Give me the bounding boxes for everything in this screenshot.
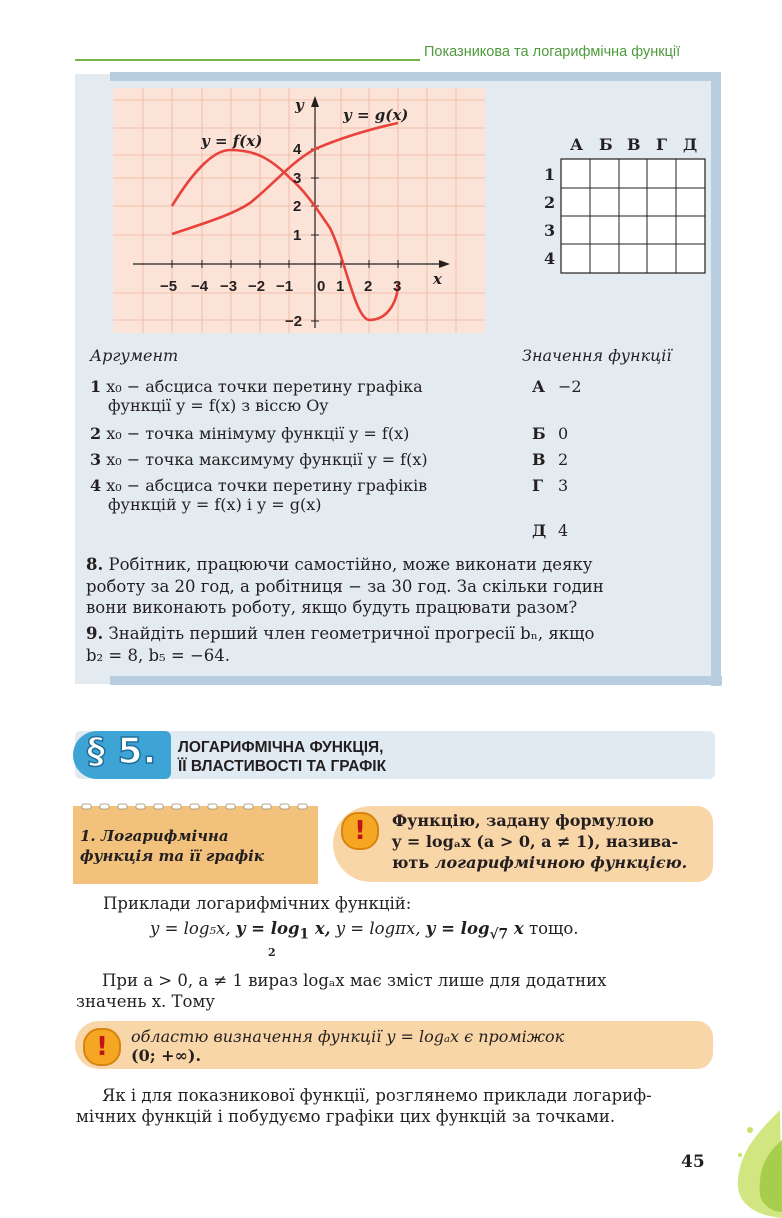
grid-col-label: А — [570, 135, 584, 154]
value-heading: Значення функції — [522, 346, 672, 365]
section-number: § 5. — [87, 731, 157, 772]
g-label: y = g(x) — [343, 106, 409, 124]
x-tick-label: −2 — [248, 278, 266, 295]
y-tick-label: 4 — [293, 141, 302, 158]
function-graph — [105, 88, 485, 333]
page-number: 45 — [681, 1152, 705, 1172]
argument-item: 1 x₀ − абсциса точки перетину графіка функції y = f(x) з віссю Oy — [90, 377, 423, 415]
section-title: ЛОГАРИФМІЧНА ФУНКЦІЯ, ЇЇ ВЛАСТИВОСТІ ТА ГРАФІК — [178, 739, 387, 775]
box-top-band — [110, 72, 720, 81]
paragraph: При a > 0, a ≠ 1 вираз logₐx має зміст лише для додатних значень x. Тому — [76, 971, 607, 1011]
fraction-denominator: 2 — [268, 946, 276, 959]
box-bottom-band — [110, 676, 722, 685]
grid-col-label: Д — [683, 135, 698, 154]
y-tick-label: 1 — [293, 227, 302, 244]
x-tick-label: 2 — [364, 278, 373, 295]
x-tick-label: −4 — [191, 278, 209, 295]
y-tick-label: 2 — [293, 198, 302, 215]
answer-option: Б 0 — [532, 424, 569, 443]
grid-row-label: 1 — [544, 165, 556, 184]
x-tick-label: −5 — [160, 278, 178, 295]
exclamation-icon: ! — [83, 1028, 121, 1066]
argument-item: 2 x₀ − точка мінімуму функції y = f(x) — [90, 424, 410, 443]
box-right-band — [711, 72, 721, 686]
running-header: Показникова та логарифмічна функції — [424, 44, 681, 60]
exclamation-icon: ! — [341, 812, 379, 850]
header-rule — [75, 59, 420, 61]
subsection-title: 1. Логарифмічна функція та її графік — [80, 827, 264, 865]
x-axis-label: x — [433, 270, 442, 288]
answer-option: А −2 — [532, 377, 582, 396]
x-tick-label: 1 — [336, 278, 345, 295]
x-tick-label: 0 — [317, 278, 326, 295]
grid-row-label: 3 — [544, 221, 556, 240]
domain-text: областю визначення функції y = logₐx є проміжок (0; +∞). — [131, 1027, 565, 1065]
definition-text: Функцію, задану формулою y = logₐx (a > 0, a ≠ 1), назива- ють логарифмічною функцією. — [392, 811, 688, 872]
task-9: 9. Знайдіть перший член геометричної прогресії bₙ, якщо b₂ = 8, b₅ = −64. — [86, 624, 595, 665]
y-tick-label: 3 — [293, 170, 302, 187]
examples-formula: y = log₅x, $y = \log_1 x$, y = logπx, $y = \log_{√7} x$ тощо. — [150, 919, 579, 943]
x-tick-label: −3 — [220, 278, 238, 295]
grid-row-label: 2 — [544, 193, 556, 212]
argument-heading: Аргумент — [90, 346, 179, 365]
argument-item: 3 x₀ − точка максимуму функції y = f(x) — [90, 450, 428, 469]
y-axis-label: y — [295, 96, 304, 114]
note-spiral — [78, 803, 313, 811]
f-label: y = f(x) — [201, 132, 263, 150]
argument-item: 4 x₀ − абсциса точки перетину графіків функцій y = f(x) і y = g(x) — [90, 476, 428, 514]
leaf-decoration-icon — [720, 1100, 782, 1218]
grid-col-label: Г — [656, 135, 668, 154]
x-tick-label: −1 — [276, 278, 294, 295]
task-8: 8. Робітник, працюючи самостійно, може виконати деяку роботу за 20 год, а робітниця − за 30 год. За скільки годин вони виконають роботу, якщо будуть працювати разом? — [86, 555, 604, 617]
answer-grid — [540, 130, 710, 275]
answer-option: Д 4 — [532, 521, 569, 540]
grid-row-label: 4 — [544, 249, 556, 268]
x-tick-label: 3 — [393, 278, 402, 295]
answer-option: Г 3 — [532, 476, 569, 495]
y-tick-label: −2 — [285, 313, 303, 330]
examples-intro: Приклади логарифмічних функцій: — [103, 894, 412, 913]
grid-col-label: В — [627, 135, 641, 154]
grid-col-label: Б — [599, 135, 613, 154]
answer-option: В 2 — [532, 450, 569, 469]
paragraph: Як і для показникової функції, розглянемо приклади логариф- мічних функцій і побудуємо графіки цих функцій за точками. — [76, 1086, 652, 1126]
section-band — [75, 731, 715, 779]
